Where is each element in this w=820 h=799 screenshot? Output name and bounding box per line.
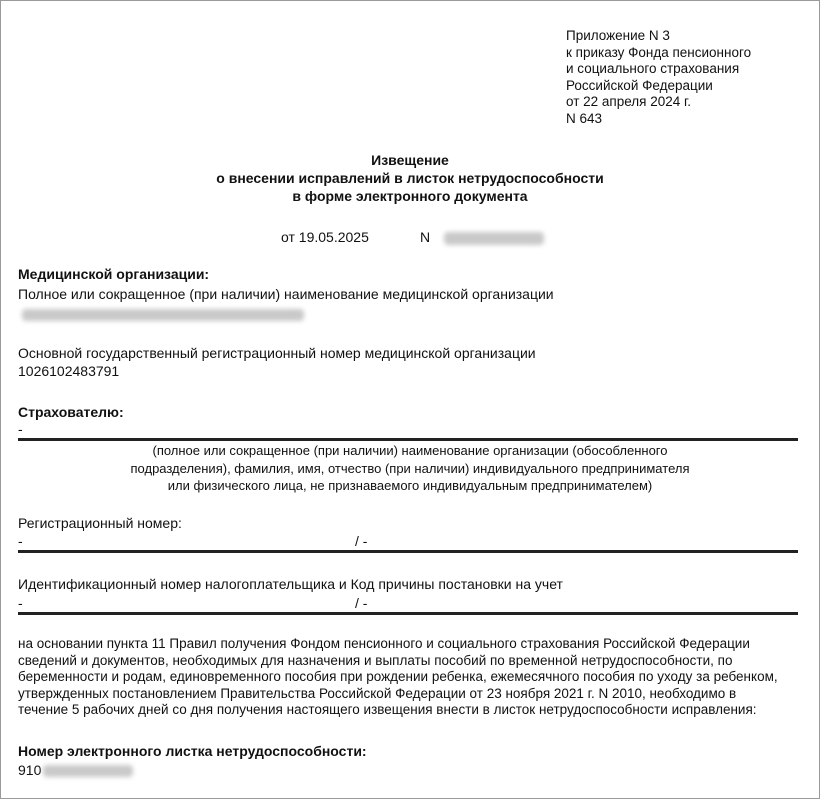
insurer-heading: Страхователю: [18,404,124,420]
insurer-name-value: - [18,421,23,437]
annex-block [566,28,751,128]
caption-line: (полное или сокращенное (при наличии) наименование организации (обособленного [152,443,668,458]
annex-line: от 22 апреля 2024 г. [566,94,692,110]
inn-kpp-label: Идентификационный номер налогоплательщика и Код причины постановки на учет [18,576,563,592]
annex-line: Приложение N 3 [566,28,670,43]
medical-org-heading: Медицинской организации: [18,266,210,282]
caption-line: подразделения), фамилия, имя, отчество (при наличии) индивидуального предпринимателя [130,460,690,476]
annex-line: и социального страхования [566,61,740,77]
sick-leave-heading: Номер электронного листка нетрудоспособности: [18,743,367,759]
medical-org-name-label: Полное или сокращенное (при наличии) наименование медицинской организации [18,286,554,302]
sick-leave-number-prefix: 910 [18,762,42,778]
sick-leave-number [18,762,133,778]
notice-number-label: N [420,229,431,245]
basis-line: утвержденных постановлением Правительства Российской Федерации от 23 ноября 2021 г. N 2010, необходимо в [18,685,737,701]
document-title [100,151,720,205]
notice-number [420,229,544,245]
reg-number-left: - [18,533,23,549]
basis-paragraph [18,636,808,719]
title-line-2: о внесении исправлений в листок нетрудоспособности [216,170,604,186]
annex-line: к приказу Фонда пенсионного [566,44,752,60]
notice-date: от 19.05.2025 [281,229,369,245]
ogrn-value: 1026102483791 [18,363,120,379]
annex-line: N 643 [566,110,603,126]
title-line-1: Извещение [371,152,449,168]
inn-rule [18,612,798,615]
basis-line: сведений и документов, необходимых для назначения и выплаты пособий по временной нетрудоспособности, по [18,652,733,668]
caption-line: или физического лица, не признаваемого индивидуальным предпринимателем) [167,478,653,493]
basis-line: на основании пункта 11 Правил получения Фондом пенсионного и социального страхования Российской Федерации [18,636,750,651]
basis-line: беременности и родам, единовременного пособия при рождении ребенка, ежемесячного пособия по уходу за ребенком, [18,669,778,684]
redacted-sick-leave-number [43,765,133,777]
inn-value-left: - [18,595,23,611]
title-line-3: в форме электронного документа [292,188,528,204]
reg-number-right: / - [355,533,368,549]
redacted-number [444,232,544,245]
insurer-name-rule [18,438,798,441]
reg-number-label: Регистрационный номер: [18,515,182,531]
basis-line: течение 5 рабочих дней со дня получения настоящего извещения внести в листок нетрудоспособности исправления: [18,702,757,717]
inn-value-right: / - [355,595,368,611]
reg-number-rule [18,550,798,553]
insurer-caption [100,442,720,495]
redacted-org-name [22,306,304,322]
ogrn-label: Основной государственный регистрационный номер медицинской организации [18,345,536,361]
annex-line: Российской Федерации [566,77,713,93]
